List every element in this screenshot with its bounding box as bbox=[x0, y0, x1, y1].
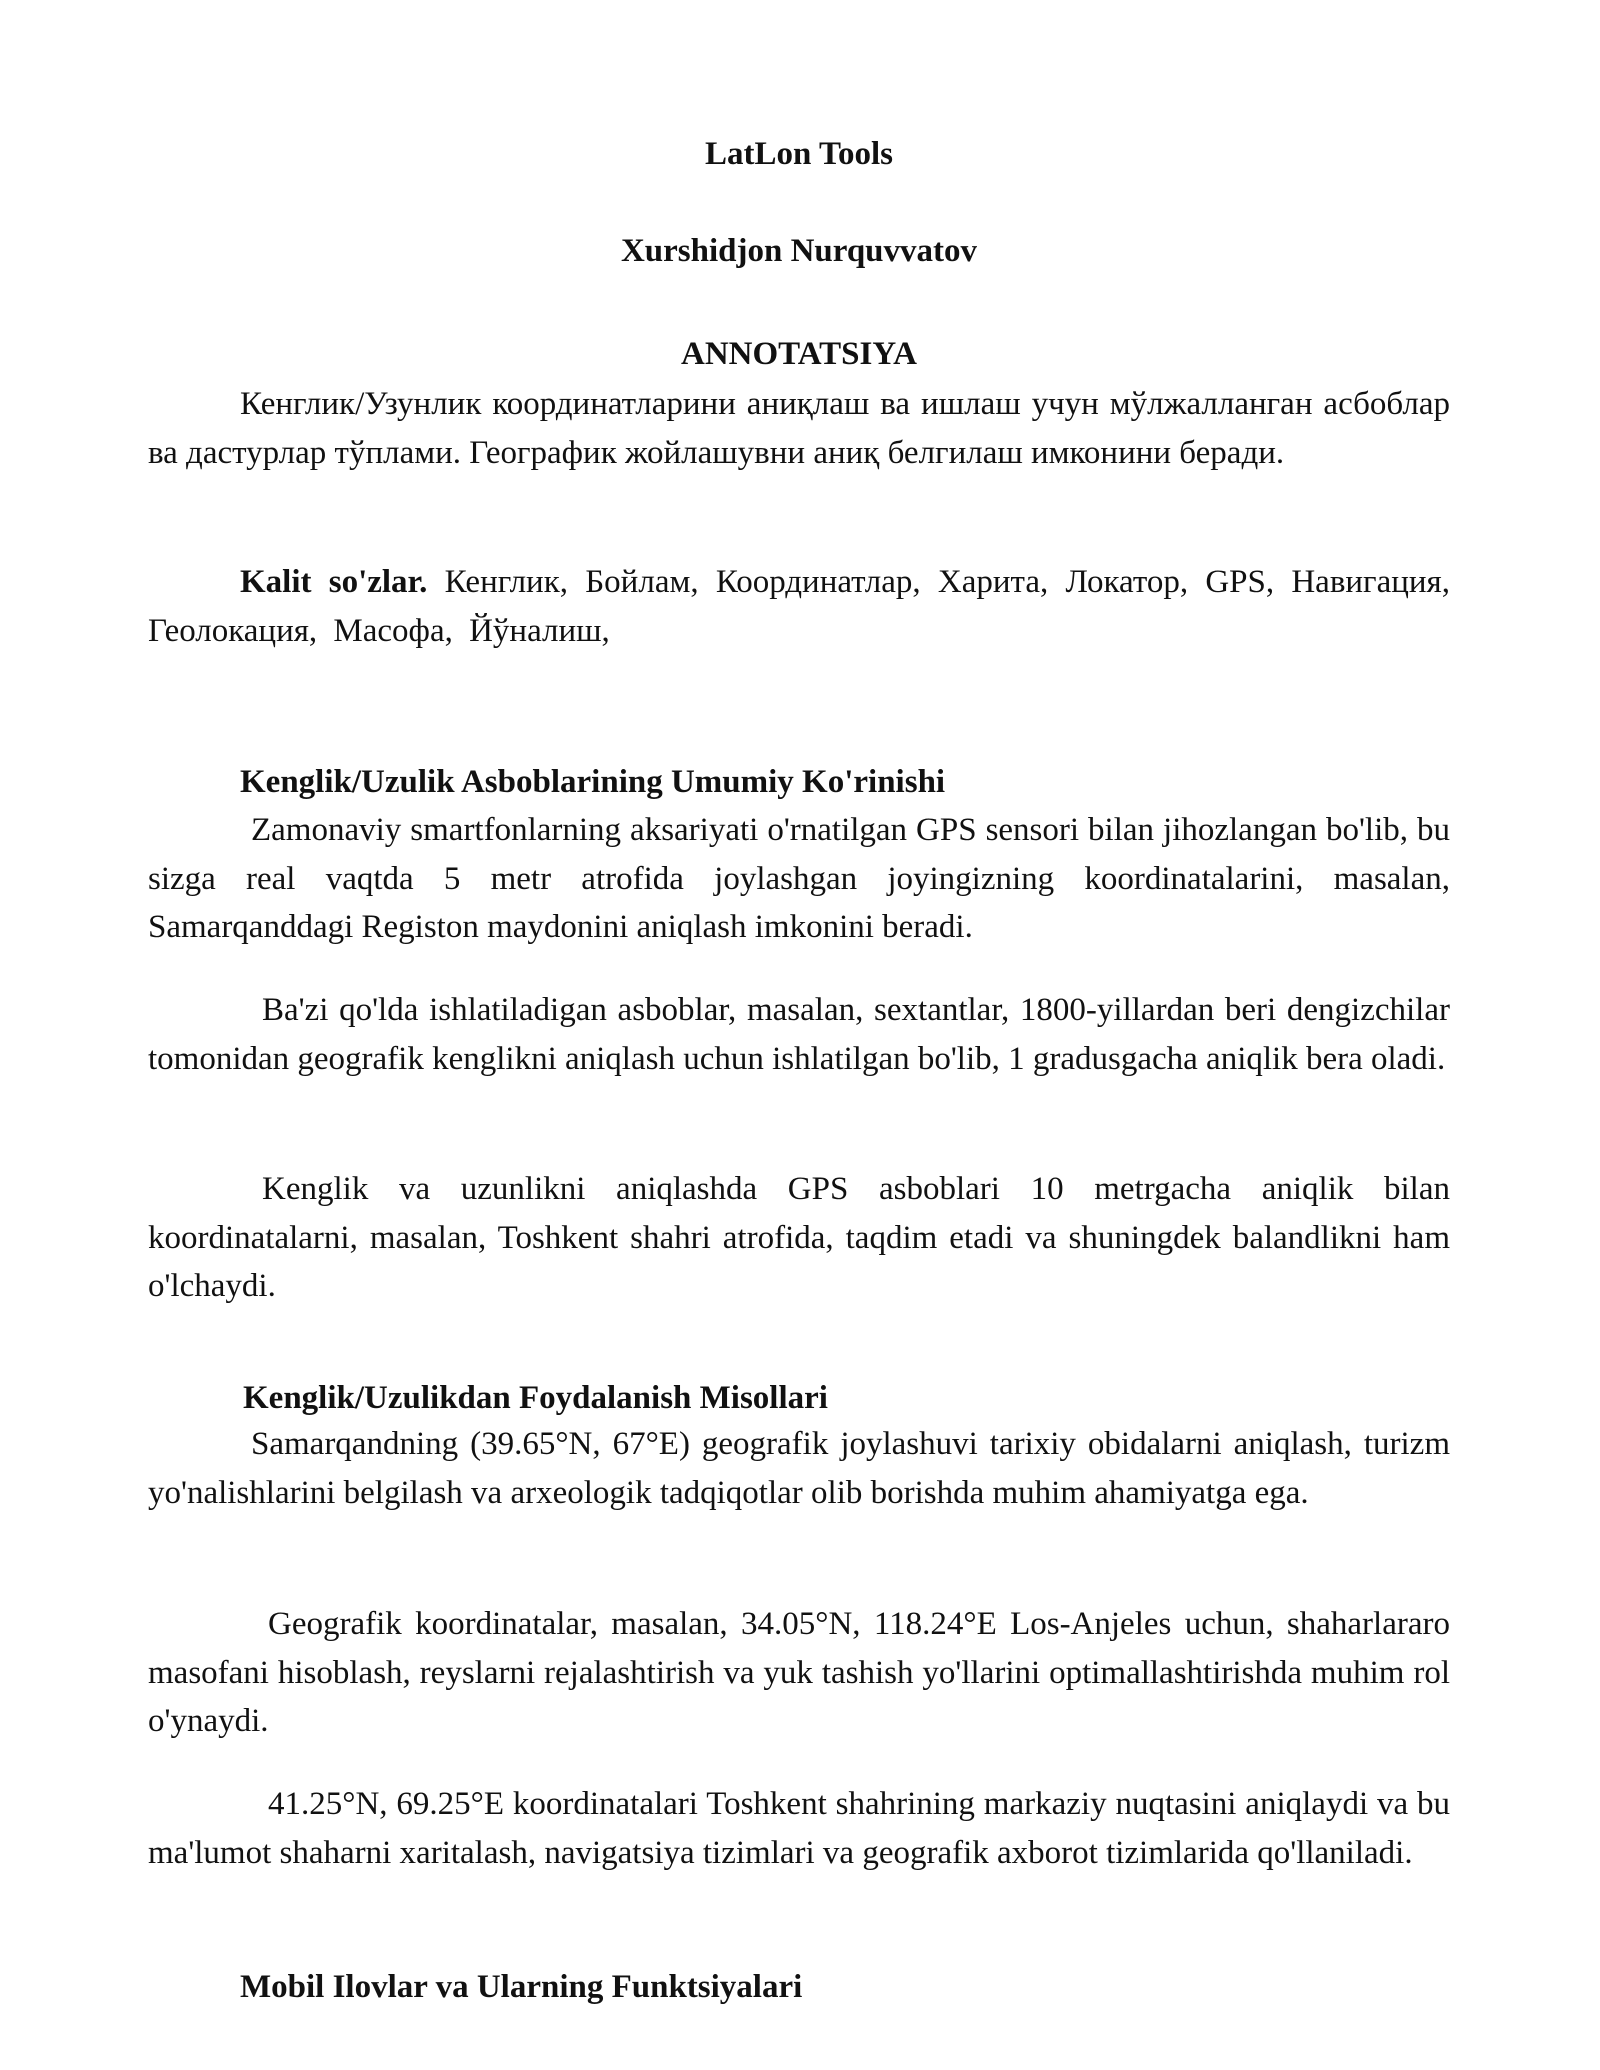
paragraph-text: 41.25°N, 69.25°E koordinatalari Toshkent shahrining markaziy nuqtasini aniqlaydi va bu ma'lumot shaharni xaritalash, navigatsiya tizimlari va geografik axborot tizimlarida qo'llaniladi. bbox=[148, 1786, 1450, 1871]
annotation-text: Кенглик/Узунлик координатларини аниқлаш ва ишлаш учун мўлжалланган асбоблар ва дастурлар тўплами. Географик жойлашувни аниқ белгилаш имконини беради. bbox=[148, 386, 1450, 471]
keywords-paragraph bbox=[148, 558, 1450, 655]
paragraph-text: Geografik koordinatalar, masalan, 34.05°N, 118.24°E Los-Anjeles uchun, shaharlararo masofani hisoblash, reyslarni rejalashtirish va yuk tashish yo'llarini optimallashtirishda muhim rol o'ynaydi. bbox=[148, 1606, 1450, 1739]
document-title: LatLon Tools bbox=[704, 136, 893, 172]
keywords-text: Кенглик, Бойлам, Координатлар, Харита, Локатор, GPS, Навигация, Геолокация, Масофа, Йўналиш, bbox=[148, 564, 1450, 649]
paragraph-text: Ba'zi qo'lda ishlatiladigan asboblar, masalan, sextantlar, 1800-yillardan beri dengizchilar tomonidan geografik kenglikni aniqlash uchun ishlatilgan bo'lib, 1 gradusgacha aniqlik bera oladi. bbox=[148, 992, 1450, 1077]
paragraph-examples-3 bbox=[148, 1780, 1450, 1877]
paragraph-text: Zamonaviy smartfonlarning aksariyati o'rnatilgan GPS sensori bilan jihozlangan bo'lib, bu sizga real vaqtda 5 metr atrofida joylashgan joyingizning koordinatalarini, masalan, Samarqanddagi Registon maydonini aniqlash imkonini beradi. bbox=[148, 812, 1450, 945]
author-name: Xurshidjon Nurquvvatov bbox=[620, 233, 978, 269]
annotation-paragraph bbox=[148, 380, 1450, 477]
paragraph-overview-3 bbox=[148, 1165, 1450, 1311]
paragraph-examples-2 bbox=[148, 1600, 1450, 1746]
paragraph-overview-2 bbox=[148, 986, 1450, 1083]
section-heading-examples: Kenglik/Uzulikdan Foydalanish Misollari bbox=[243, 1380, 828, 1416]
paragraph-overview-1 bbox=[148, 806, 1450, 952]
section-heading-mobile-apps: Mobil Ilovlar va Ularning Funktsiyalari bbox=[240, 1969, 803, 2005]
keywords-label: Kalit so'zlar. bbox=[240, 564, 428, 600]
paragraph-text: Kenglik va uzunlikni aniqlashda GPS asboblari 10 metrgacha aniqlik bilan koordinatalarni, masalan, Toshkent shahri atrofida, taqdim etadi va shuningdek balandlikni ham o'lchaydi. bbox=[148, 1171, 1450, 1304]
section-heading-overview: Kenglik/Uzulik Asboblarining Umumiy Ko'rinishi bbox=[240, 764, 946, 800]
paragraph-examples-1 bbox=[148, 1420, 1450, 1517]
annotation-heading: ANNOTATSIYA bbox=[681, 336, 917, 372]
paragraph-text: Samarqandning (39.65°N, 67°E) geografik joylashuvi tarixiy obidalarni aniqlash, turizm yo'nalishlarini belgilash va arxeologik tadqiqotlar olib borishda muhim ahamiyatga ega. bbox=[148, 1426, 1450, 1511]
